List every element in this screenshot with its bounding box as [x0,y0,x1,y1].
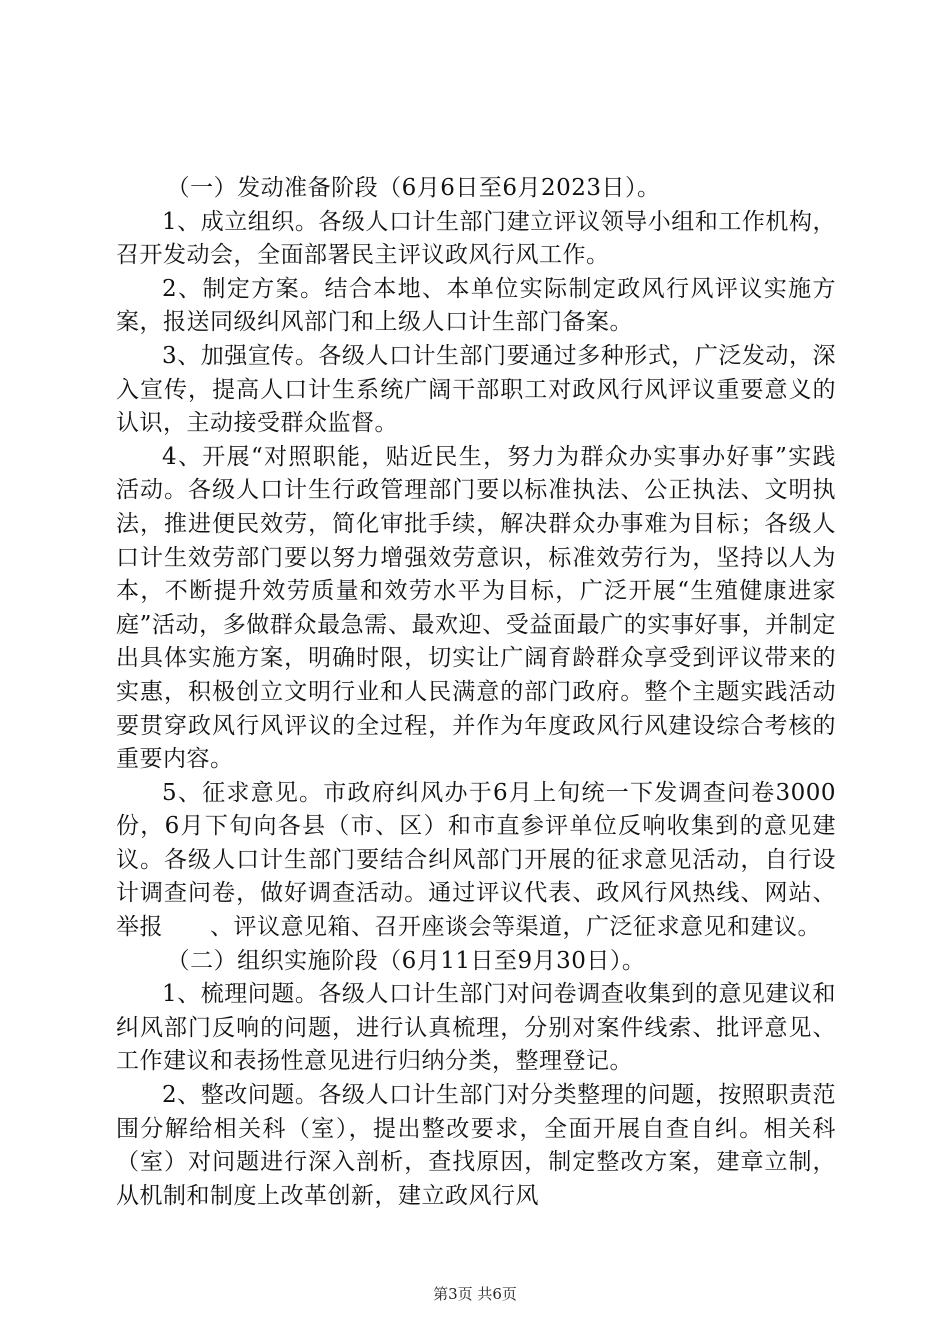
paragraph: 5、征求意见。市政府纠风办于6月上旬统一下发调查问卷3000份，6月下旬向各县（市、区）和市直参评单位反响收集到的意见建议。各级人口计生部门要结合纠风部门开展的征求意见活动，自行设计调查问卷，做好调查活动。通过评议代表、政风行风热线、网站、举报 、评议意见箱、召开座谈会等渠道，广泛征求意见和建议。 [116,779,836,941]
paragraph: 4、开展“对照职能，贴近民生，努力为群众办实事办好事”实践活动。各级人口计生行政管理部门要以标准执法、公正执法、文明执法，推进便民效劳，简化审批手续，解决群众办事难为目标；各级人口计生效劳部门要以努力增强效劳意识，标准效劳行为，坚持以人为本，不断提升效劳质量和效劳水平为目标，广泛开展“生殖健康进家庭”活动，多做群众最急需、最欢迎、受益面最广的实事好事，并制定出具体实施方案，明确时限，切实让广阔育龄群众享受到评议带来的实惠，积极创立文明行业和人民满意的部门政府。整个主题实践活动要贯穿政风行风评议的全过程，并作为年度政风行风建设综合考核的重要内容。 [116,443,836,773]
section-heading-1: （一）发动准备阶段（6月6日至6月2023日）。 [166,175,661,201]
paragraph: 2、整改问题。各级人口计生部门对分类整理的问题，按照职责范围分解给相关科（室），提出整改要求，全面开展自查自纠。相关科（室）对问题进行深入剖析，查找原因，制定整改方案，建章立制，从机制和制度上改革创新，建立政风行风 [116,1082,836,1209]
document-body [116,172,836,1213]
page-footer: 第3页 共6页 [433,1285,517,1303]
section-heading-2: （二）组织实施阶段（6月11日至9月30日）。 [166,947,646,974]
paragraph: 1、梳理问题。各级人口计生部门对问卷调查收集到的意见建议和纠风部门反响的问题，进行认真梳理，分别对案件线索、批评意见、工作建议和表扬性意见进行归纳分类，整理登记。 [116,981,836,1075]
paragraph: 1、成立组织。各级人口计生部门建立评议领导小组和工作机构，召开发动会，全面部署民主评议政风行风工作。 [116,208,836,269]
paragraph: 3、加强宣传。各级人口计生部门要通过多种形式，广泛发动，深入宣传，提高人口计生系统广阔干部职工对政风行风评议重要意义的认识，主动接受群众监督。 [116,342,836,437]
paragraph: 2、制定方案。结合本地、本单位实际制定政风行风评议实施方案，报送同级纠风部门和上级人口计生部门备案。 [116,275,836,336]
